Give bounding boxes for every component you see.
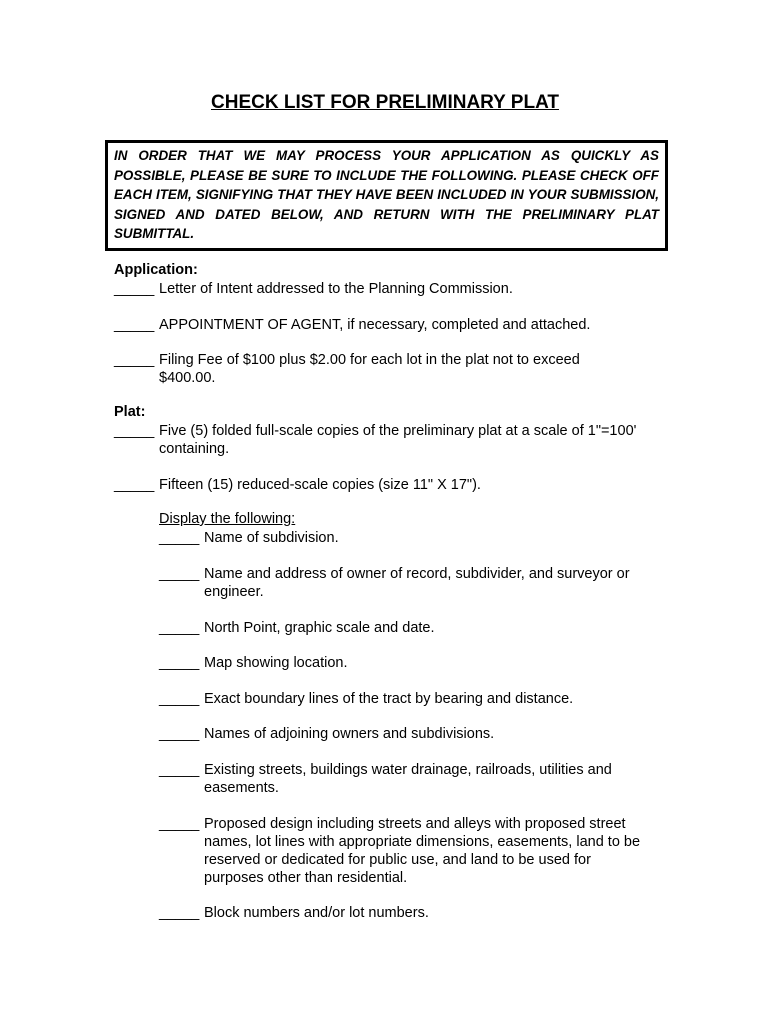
checklist-item-text: Names of adjoining owners and subdivisions. [204, 726, 495, 742]
check-blank[interactable]: _____ [159, 726, 200, 742]
checklist-item-existing-streets [159, 761, 659, 797]
checklist-item-proposed-design [159, 815, 659, 887]
checklist-item-text: Five (5) folded full-scale copies of the preliminary plat at a scale of 1"=100' containing. [159, 423, 637, 457]
checklist-item-block-numbers [159, 904, 659, 922]
check-blank[interactable]: _____ [159, 620, 200, 636]
check-blank[interactable]: _____ [159, 905, 200, 921]
check-blank[interactable]: _____ [159, 691, 200, 707]
checklist-item-text: Map showing location. [204, 655, 348, 671]
checklist-item-north-point [159, 619, 659, 637]
checklist-item-reduced-scale-copies [114, 476, 674, 494]
check-blank[interactable]: _____ [114, 352, 155, 368]
checklist-item-text: Filing Fee of $100 plus $2.00 for each lot in the plat not to exceed $400.00. [159, 352, 580, 386]
checklist-item-text: APPOINTMENT OF AGENT, if necessary, completed and attached. [159, 317, 591, 333]
checklist-item-letter-of-intent [114, 280, 674, 298]
checklist-item-location-map [159, 654, 659, 672]
check-blank[interactable]: _____ [159, 566, 200, 582]
checklist-item-adjoining-owners [159, 725, 659, 743]
check-blank[interactable]: _____ [114, 317, 155, 333]
check-blank[interactable]: _____ [114, 423, 155, 439]
checklist-item-owner-name-address [159, 565, 659, 601]
page-title: CHECK LIST FOR PRELIMINARY PLAT [211, 92, 559, 113]
check-blank[interactable]: _____ [159, 762, 200, 778]
display-following-heading: Display the following: [159, 511, 296, 527]
checklist-item-subdivision-name [159, 529, 659, 547]
checklist-item-text: North Point, graphic scale and date. [204, 620, 435, 636]
checklist-item-text: Proposed design including streets and alleys with proposed street names, lot lines with appropriate dimensions, easements, land to be reserved or dedicated for public use, and land to be used for purposes other than residential. [204, 816, 641, 886]
check-blank[interactable]: _____ [159, 530, 200, 546]
checklist-item-filing-fee [114, 351, 674, 387]
checklist-item-boundary-lines [159, 690, 659, 708]
checklist-item-text: Name of subdivision. [204, 530, 339, 546]
check-blank[interactable]: _____ [159, 816, 200, 832]
checklist-item-text: Existing streets, buildings water drainage, railroads, utilities and easements. [204, 762, 612, 796]
check-blank[interactable]: _____ [159, 655, 200, 671]
checklist-item-full-scale-copies [114, 422, 674, 458]
plat-heading: Plat: [114, 404, 146, 420]
checklist-item-text: Name and address of owner of record, subdivider, and surveyor or engineer. [204, 566, 630, 600]
checklist-item-text: Letter of Intent addressed to the Planning Commission. [159, 281, 513, 297]
checklist-item-text: Fifteen (15) reduced-scale copies (size 11" X 17"). [159, 477, 481, 493]
instructions-box: IN ORDER THAT WE MAY PROCESS YOUR APPLICATION AS QUICKLY AS POSSIBLE, PLEASE BE SURE TO INCLUDE THE FOLLOWING. PLEASE CHECK OFF EACH ITEM, SIGNIFYING THAT THEY HAVE BEEN INCLUDED IN YOUR SUBMISSION, SIGNED AND DATED BELOW, AND RETURN WITH THE PRELIMINARY PLAT SUBMITTAL. [105, 140, 668, 251]
checklist-item-text: Exact boundary lines of the tract by bearing and distance. [204, 691, 574, 707]
checklist-item-text: Block numbers and/or lot numbers. [204, 905, 429, 921]
application-heading: Application: [114, 262, 198, 278]
check-blank[interactable]: _____ [114, 477, 155, 493]
checklist-item-appointment-of-agent [114, 316, 674, 334]
check-blank[interactable]: _____ [114, 281, 155, 297]
